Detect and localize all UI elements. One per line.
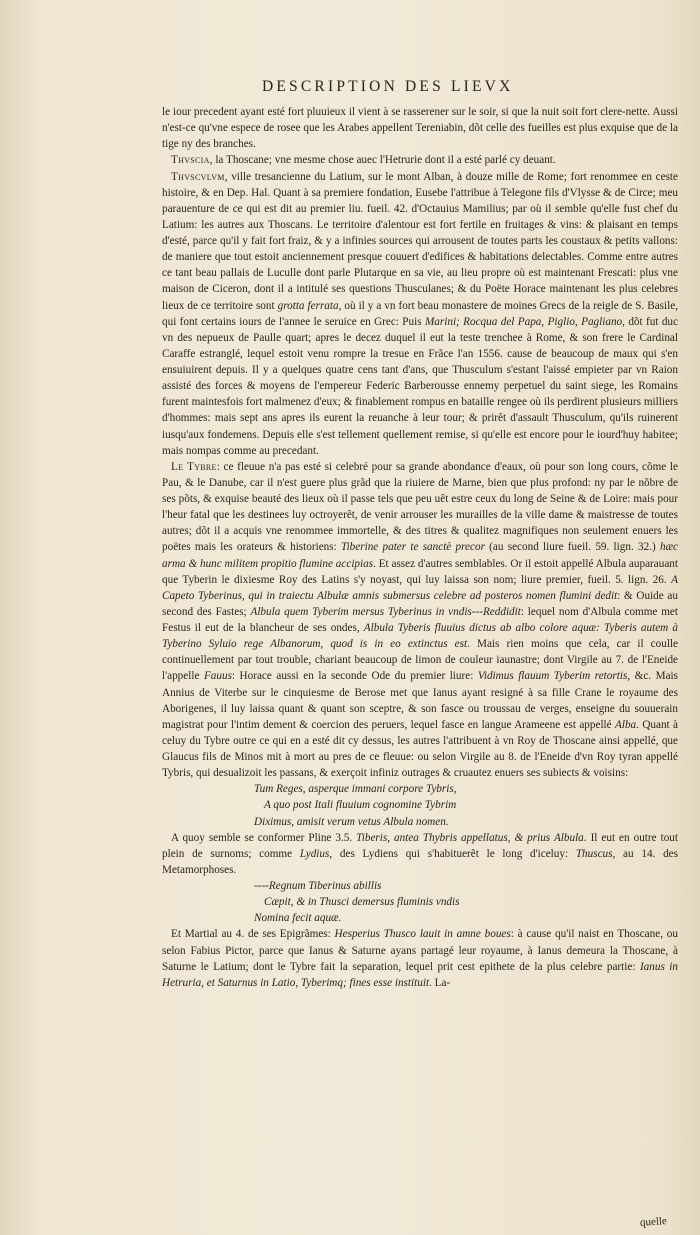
verse-line: Tum Reges, asperque immani corpore Tybris,: [254, 783, 457, 796]
text-run: , ville tresancienne du Latium, sur le mont Alban, à douze mille de Rome; fort renommee en ceste histoire, & en Dep. Hal. Quant à sa premiere fondation, Eusebe l'attribue à Telegone fils d'Vlysse & de Circe; meu parauenture de ce qui est dit au premier liu. fueil. 42. d'Octauius Mamilius; par où il semble qu'elle fust chef du Latium: les autres aux Thoscans. Le territoire d'alentour est fort fertile en fruitages & vins: & plaisant en temps d'esté, parce qu'il y fait fort fraiz, & y a infinies sources qui arrousent de toutes parts les coustaux & petits vallons: de maniere que tout estoit anciennement presque couuert d'edifices & habitations delectables. Comme entre autres ce tant beau pallais de Luculle dont parle Plutarque en sa vie, au lieu propre où est maintenant Frescati: plus vne maison de Ciceron, dont il a intitulé ses questions Thusculanes; & du Poëte Horace maintenant les plus celebres lieux de ce territoire sont: [162, 170, 678, 312]
text-run: , des Lydiens qui s'habituerẽt le long d'iceluy:: [329, 847, 576, 860]
paragraph: [162, 169, 678, 459]
verse-line: Cæpit, & in Thusci demersus fluminis vndis: [264, 896, 460, 909]
italic-text: Marini; Rocqua del Papa, Piglio, Pagliano: [424, 315, 623, 328]
paragraph: [162, 830, 678, 878]
entry-headword: Thvscia: [171, 154, 210, 167]
italic-text: Lydius: [299, 847, 330, 860]
running-title: DESCRIPTION DES LIEVX: [262, 78, 514, 95]
italic-text: Vidimus flauum Tyberim retortis: [477, 670, 628, 683]
text-run: : & Ouide au second des Fastes;: [162, 589, 678, 618]
verse-quotation: [254, 878, 678, 926]
verse-quotation: [254, 781, 678, 829]
text-run: , dõt fut duc vn des nepueux de Paulle quart; apres le decez duquel il eut la teste trenchee à Rome, & son frere le Cardinal Caraffe estranglé, lequel estoit venu rompre la tresue en Frãce l'an 1556. cause de beaucoup de maux qui s'en ensuiuirent depuis. Il y a quelques quatre cens tant d'ans, que Thusculum s'estant l'aissé empieter par vn Raion assisté des forces & moyens de l'empereur Federic Barberousse ennemy perpetuel du saint siege, les Romains furent maintesfois fort malmenez d'eux; & finablement rompus en bataille rengee où ils perdirent plusieurs milliers d'hommes: mais sept ans apres ils eurent la reuanche à leur tour; & prirêt d'assault Thusculum, qu'ils ruinerent iusqu'aux fondemens. Depuis elle s'est tellement quellement remise, si qu'elle est encore pour le iourd'huy habitee; mais nompas comme au precedant.: [162, 315, 678, 457]
italic-text: Thuscus: [575, 847, 613, 860]
text-run: . Et assez d'autres semblables. Or il estoit appellé Albula auparauant que Tyberin le dixiesme Roy des Latins s'y noyast, qui luy laissa son nom; liure premier, fueil. 5. lign. 26.: [162, 557, 678, 586]
catchword: quelle: [639, 1215, 668, 1229]
italic-text: Hesperius Thusco lauit in amne boues: [334, 928, 511, 941]
italic-text: A Capeto Tyberinus, qui in traiectu Albulæ amnis submersus celebre ad posteros nomen flumini dedit: [162, 573, 678, 602]
text-run: , où il y a vn fort beau monastere de moines Grecs de la reigle de S. Basile, qui font certains iours de l'annee le seruice en Grec: Puis: [162, 299, 678, 328]
text-run: : Horace aussi en la seconde Ode du premier liure:: [231, 670, 478, 683]
text-run: : lequel nom d'Albula comme met Festus il eut de la blancheur de ses ondes,: [162, 605, 678, 634]
italic-text: Tiberine pater te sanctè precor: [340, 541, 485, 554]
text-run: . Il eut en outre tout plein de surnoms; comme: [162, 831, 678, 860]
paragraph: [162, 152, 678, 168]
paragraph: [162, 459, 678, 782]
italic-text: Alba: [615, 718, 637, 731]
italic-text: Tiberis, antea Thybris appellatus, & prius Albula: [356, 831, 584, 844]
italic-text: Albula Tyberis fluuius dictus ab albo colore aquæ: Tyberis autem à Tyberino Syluio rege Albanorum, quod is in eo extinctus est: [162, 622, 678, 651]
text-run: . Mais rien moins que cela, car il coulle continuellement par tout trouble, chariant beaucoup de limon de couleur iaunastre; dont Virgile au 7. de l'Eneide l'appelle: [162, 638, 678, 683]
text-run: . La-: [429, 976, 451, 989]
verse-line: ----Regnum Tiberinus abillis: [254, 880, 382, 892]
paragraph: [162, 926, 678, 991]
text-run: Et Martial au 4. de ses Epigrãmes:: [171, 928, 335, 941]
text-run: , au 14. des Metamorphoses.: [162, 847, 678, 876]
text-run: (au second liure fueil. 59. lign. 32.): [484, 541, 660, 554]
italic-text: Fauus: [203, 670, 232, 683]
text-run: : à cause qu'il naist en Thoscane, ou selon Fabius Pictor, parce que Ianus & Saturne ayans partagé leur royaume, à Ianus demeura la Thoscane, à Saturne le Latium; dont le Tybre fait la separation, lequel prit cest epithete de la plus celebre partie:: [162, 928, 678, 973]
verse-line: Nomina fecit aquæ.: [254, 912, 342, 925]
entry-headword: Le Tybre: [171, 460, 217, 473]
text-run: le iour precedent ayant esté fort pluuieux il vient à se rasserener sur le soir, si que la nuit soit fort clere-nette. Aussi n'est-ce qu'vne espece de rosee que les Arabes appellent Tereniabin, dõt celle des fueilles est plus exquise que de la tige ny des branches.: [162, 106, 678, 151]
italic-text: Albula quem Tyberim mersus Tyberinus in vndis---Reddidit: [250, 605, 521, 618]
paragraph: [162, 104, 678, 152]
body-text: [162, 104, 678, 991]
italic-text: Ianus in Hetruria, et Saturnus in Latio, Tyberimq; fines esse instituit: [162, 960, 678, 989]
text-run: , la Thoscane; vne mesme chose auec l'Hetrurie dont il a esté parlé cy deuant.: [209, 154, 556, 167]
italic-text: grotta ferrata: [277, 299, 339, 312]
text-run: : ce fleuue n'a pas esté si celebré pour sa grande abondance d'eaux, où pour son long cours, cõme le Pau, & le Danube, car il n'est guere plus grãd que la riuiere de Marne, bien que plus profond: ny par le nõbre de ses põts, & exquise beauté des lieux où il passe tels que peu uêt estre ceux du long de Seine & de Loire: mais pour l'heur fatal que les destinees luy octroyerêt, de venir arrouser les murailles de la ville dame & maistresse de toutes autres; dõt il a acquis vne renommee immortelle, & des titres & qualitez magnifiques non seulement enuers les poëtes mais les orateurs & historiens:: [162, 460, 678, 554]
entry-headword: Thvscvlvm: [171, 170, 225, 183]
text-run: . Quant à celuy du Tybre outre ce qui en a esté dit cy dessus, les autres l'attribuent à vn Roy de Thoscane ainsi appellé, que Glaucus fils de Minos mit à mort au pres de ce fleuue: ou selon Virgile au 8. de l'Eneide d'vn Roy tyran appellé Tybris, qui desualizoit les passans, & exerçoit infiniz outrages & cruautez enuers ses subiects & voisins:: [162, 718, 679, 780]
verse-line: Diximus, amisit verum vetus Albula nomen.: [254, 815, 449, 828]
italic-text: hæc arma & hunc militem propitio flumine accipias: [162, 541, 678, 570]
verse-line: A quo post Itali fluuium cognomine Tybrim: [264, 799, 457, 812]
text-run: , &c. Mais Annius de Viterbe sur le cinquiesme de Berose met que Ianus ayant resigné à sa fille Crane le royaume des Aborigenes, il luy laissa quant & quant son sceptre, & son fasce ou troussau de verges, enseigne du souuerain magistrat pour l'intim dement & coercion des peruers, lequel fasce en langue Arameene est appellé: [162, 670, 678, 731]
text-run: A quoy semble se conformer Pline 3.5.: [171, 831, 357, 844]
